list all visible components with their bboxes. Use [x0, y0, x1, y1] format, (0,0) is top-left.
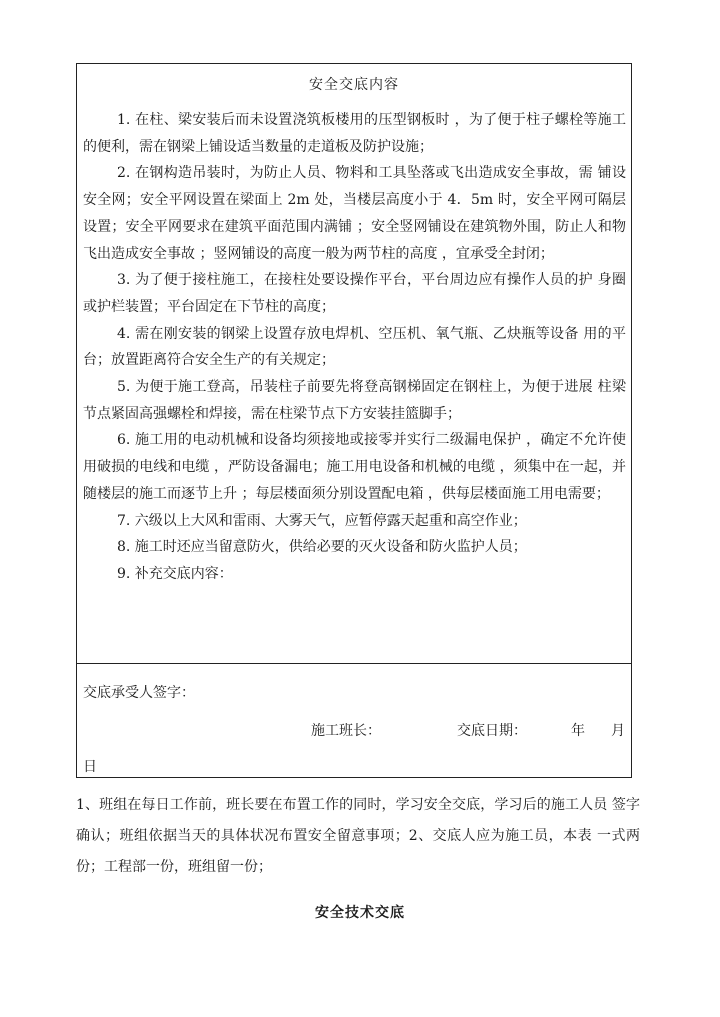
footnote-text: 1、班组在每日工作前，班长要在布置工作的同时，学习安全交底，学习后的施工人员 签字确认；班组依据当天的具体状况布置安全留意事项；2、交底人应为施工员，本表 一式两份；工程部一份，班组留一份；	[76, 797, 640, 875]
next-page-title: 安全技术交底	[315, 905, 405, 921]
month-label: 月	[611, 723, 625, 739]
safety-briefing-table	[76, 63, 632, 778]
foreman-label: 施工班长：	[311, 723, 381, 739]
day-label: 日	[83, 759, 97, 775]
briefing-item-3: 3. 为了便于接柱施工，在接柱处要设操作平台，平台周边应有操作人员的护 身圈或护栏装置；平台固定在下节柱的高度；	[83, 272, 626, 315]
briefing-item-8: 8. 施工时还应当留意防火，供给必要的灭火设备和防火监护人员；	[117, 539, 527, 556]
briefing-content-cell	[77, 64, 631, 664]
signature-row	[77, 720, 631, 744]
briefing-item-6: 6. 施工用的电动机械和设备均须接地或接零并实行二级漏电保护 ，确定不允许使用破损的电线和电缆 ，严防设备漏电；施工用电设备和机械的电缆 ，须集中在一起，并随楼层的施工而逐节上升 ；每层楼面须分别设置配电箱 ，供每层楼面施工用电需要；	[83, 432, 626, 502]
briefing-items	[83, 107, 626, 588]
briefing-item-1: 1. 在柱、梁安装后而未设置浇筑板楼用的压型钢板时 ，为了便于柱子螺栓等施工的便利，需在钢梁上铺设适当数量的走道板及防护设施；	[83, 112, 626, 155]
signature-cell	[77, 664, 631, 777]
year-label: 年	[571, 723, 585, 739]
briefing-item-9: 9. 补充交底内容：	[117, 565, 233, 582]
briefing-item-5: 5. 为便于施工登高，吊装柱子前要先将登高钢梯固定在钢柱上，为便于进展 柱梁节点紧固高强螺栓和焊接，需在柱梁节点下方安装挂篮脚手；	[83, 379, 626, 422]
briefing-date-label: 交底日期：	[457, 723, 527, 739]
footnotes	[76, 790, 640, 883]
receiver-signature-label: 交底承受人签字：	[83, 685, 195, 701]
briefing-item-4: 4. 需在刚安装的钢梁上设置存放电焊机、空压机、氧气瓶、乙炔瓶等设备 用的平台；放置距离符合安全生产的有关规定；	[83, 325, 626, 369]
briefing-item-2: 2. 在钢构造吊装时，为防止人员、物料和工具坠落或飞出造成安全事故，需 铺设安全网；安全平网设置在梁面上 2m 处，当楼层高度小于 4．5m 时，安全平网可隔层设置；安全平网要求在建筑平面范围内满铺 ；安全竖网铺设在建筑物外围，防止人和物飞出造成安全事故 ；竖网铺设的高度一般为两节柱的高度 ，宜承受全封闭；	[83, 165, 626, 262]
table-title: 安全交底内容	[309, 77, 399, 93]
briefing-item-7: 7. 六级以上大风和雷雨、大雾天气，应暂停露天起重和高空作业；	[117, 512, 527, 529]
